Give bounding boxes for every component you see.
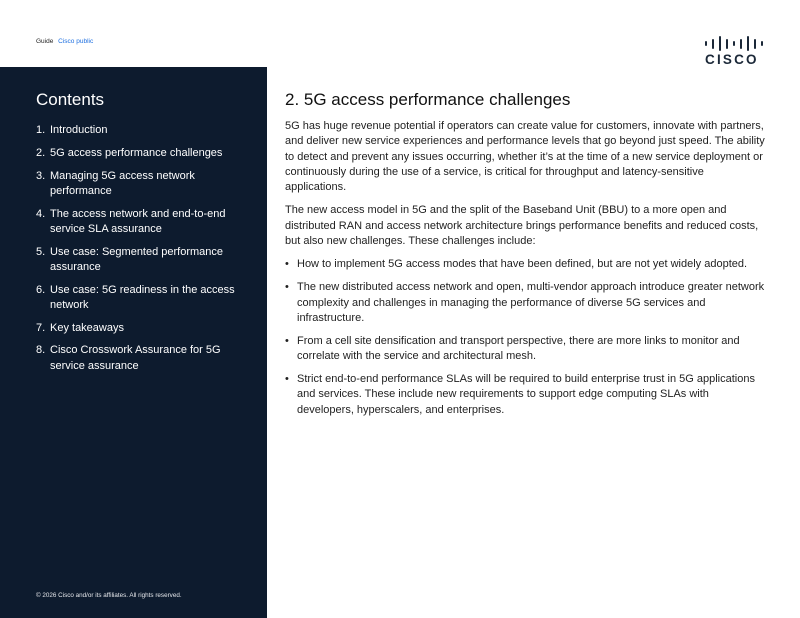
toc-item-label: 5G access performance challenges (50, 146, 223, 159)
toc-item-5g-access-performance-challenges[interactable] (36, 146, 236, 161)
body-paragraph: The new access model in 5G and the split of the Baseband Unit (BBU) to a more open and distributed RAN and access network architecture brings performance benefits and reduced costs, but also new challenges. These challenges include: (285, 204, 759, 248)
toc-item-access-network-end-to-end-sla[interactable] (36, 207, 236, 237)
guide-label: Guide (36, 38, 54, 45)
list-item (285, 257, 765, 272)
document-header (36, 38, 93, 45)
cisco-bridge-logo-icon (705, 36, 763, 51)
bullet-icon: • (285, 258, 289, 271)
toc-item-number: 3. (36, 169, 46, 182)
bullet-icon: • (285, 281, 289, 294)
toc-item-label: Use case: 5G readiness in the access network (50, 283, 235, 311)
toc-item-number: 6. (36, 283, 46, 296)
toc-item-number: 7. (36, 321, 46, 334)
cisco-wordmark: CISCO (705, 52, 759, 67)
list-item-text: The new distributed access network and open, multi-vendor approach introduce greater network complexity and challenges in managing the performance of diverse 5G services and infrastructure. (297, 281, 765, 324)
toc-item-managing-5g-access-network-performance[interactable] (36, 169, 236, 199)
toc-item-label: Cisco Crosswork Assurance for 5G service assurance (50, 344, 221, 372)
toc-item-segmented-performance-assurance[interactable] (36, 245, 236, 275)
toc-item-number: 1. (36, 124, 46, 136)
list-item-text: How to implement 5G access modes that have been defined, but are not yet widely adopted. (297, 258, 748, 271)
toc-item-label: Managing 5G access network performance (50, 169, 195, 197)
contents-sidebar (0, 67, 267, 618)
cisco-logo (705, 36, 765, 68)
toc-item-label: Use case: Segmented performance assurance (50, 245, 224, 273)
toc-item-label: Key takeaways (50, 321, 124, 334)
toc-item-number: 5. (36, 245, 46, 258)
toc-item-number: 2. (36, 146, 46, 159)
toc-item-number: 8. (36, 344, 46, 357)
bullet-icon: • (285, 372, 289, 385)
toc-item-number: 4. (36, 207, 46, 220)
list-item-text: From a cell site densification and transport perspective, there are more links to monitor and correlate with the service and architectural mesh. (297, 334, 740, 363)
table-of-contents (36, 123, 236, 381)
toc-item-crosswork-assurance[interactable] (36, 343, 236, 373)
toc-item-introduction[interactable] (36, 123, 236, 138)
toc-item-label: The access network and end-to-end service SLA assurance (50, 207, 226, 235)
list-item (285, 280, 765, 326)
toc-item-label: Introduction (50, 124, 108, 136)
body-paragraph: 5G has huge revenue potential if operators can create value for customers, innovate with partners, and deliver new service experiences and performance levels that go beyond just speed. The ability to detect and prevent any issues occurring, whether it’s at the time of a new service deployment or continuously during the use of a service, is critical for throughput and latency-sensitive applications. (285, 120, 765, 194)
list-item-text: Strict end-to-end performance SLAs will be required to build enterprise trust in 5G applications and services. These include new requirements to support edge computing SLAs with developers, hyperscalers, and enterprises. (297, 372, 755, 416)
challenges-list (285, 257, 765, 417)
main-content (285, 90, 765, 425)
section-heading: 2. 5G access performance challenges (285, 90, 571, 109)
copyright-notice: © 2026 Cisco and/or its affiliates. All rights reserved. (36, 592, 182, 599)
contents-title: Contents (36, 90, 105, 109)
toc-item-5g-readiness-access-network[interactable] (36, 283, 236, 313)
toc-item-key-takeaways[interactable] (36, 321, 236, 336)
cisco-public-label: Cisco public (58, 38, 94, 45)
list-item (285, 372, 765, 418)
list-item (285, 334, 765, 365)
bullet-icon: • (285, 334, 289, 347)
